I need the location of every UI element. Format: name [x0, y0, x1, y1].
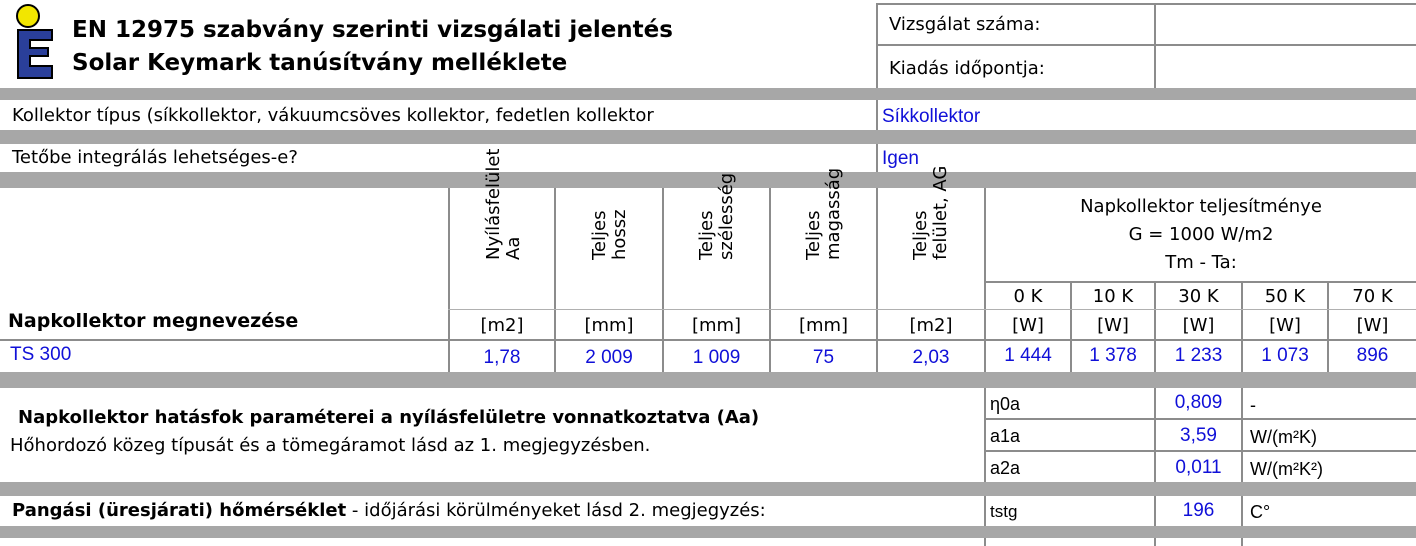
unit-aperture: [m2] — [480, 315, 524, 336]
power-header-line2: G = 1000 W/m2 — [1128, 224, 1274, 245]
a2-symbol: a2a — [990, 458, 1021, 478]
efficiency-title: Napkollektor hatásfok paraméterei a nyílásfelületre vonnatkoztatva (Aa) — [18, 407, 760, 428]
stagnation-row — [0, 496, 1416, 526]
stagnation-symbol: tstg — [990, 502, 1018, 521]
col-aperture-area-header — [449, 148, 559, 300]
unit-power-3: [W] — [1269, 315, 1301, 336]
total-height-value: 75 — [812, 347, 835, 368]
total-width-value: 1 009 — [692, 347, 741, 368]
collector-type-value: Síkkollektor — [882, 106, 981, 127]
collector-type-label: Kollektor típus (síkkollektor, vákuumcsöves kollektor, fedetlen kollektor — [12, 105, 654, 126]
report-title-line2: Solar Keymark tanúsítvány melléklete — [72, 50, 568, 76]
roof-integration-label: Tetőbe integrálás lehetséges-e? — [12, 147, 298, 168]
stagnation-unit: C° — [1250, 502, 1271, 522]
col-height-line1: Teljes — [803, 210, 824, 260]
a1-symbol: a1a — [990, 426, 1021, 446]
col-gross-line2: felület, AG — [930, 165, 951, 260]
power-value-1: 1 378 — [1089, 345, 1137, 366]
collector-name: TS 300 — [10, 344, 72, 365]
a2-value: 0,011 — [1175, 457, 1222, 478]
collector-type-row — [0, 100, 1416, 130]
unit-width: [mm] — [691, 315, 742, 336]
delta-t-3: 50 K — [1264, 286, 1306, 307]
col-gross-line1: Teljes — [910, 210, 931, 260]
efficiency-section — [0, 388, 1416, 482]
col-aperture-line2: Aa — [503, 236, 524, 260]
delta-t-1: 10 K — [1092, 286, 1134, 307]
col-height-header — [769, 167, 879, 300]
col-aperture-line1: Nyílásfelület — [483, 148, 504, 260]
roof-integration-value: Igen — [882, 148, 919, 169]
a1-value: 3,59 — [1180, 425, 1217, 446]
col-width-line1: Teljes — [696, 210, 717, 260]
roof-integration-row — [0, 144, 1416, 172]
unit-power-2: [W] — [1182, 315, 1215, 336]
aperture-area-value: 1,78 — [483, 347, 521, 368]
name-header: Napkollektor megnevezése — [8, 310, 299, 332]
col-gross-area-header — [876, 165, 986, 300]
a1-unit: W/(m²K) — [1250, 427, 1317, 447]
unit-power-0: [W] — [1012, 315, 1044, 336]
delta-t-4: 70 K — [1352, 286, 1393, 307]
unit-height: [mm] — [798, 315, 849, 336]
unit-gross: [m2] — [909, 315, 953, 336]
stagnation-label — [12, 500, 766, 522]
eta0-value: 0,809 — [1174, 392, 1223, 413]
report-title-line1: EN 12975 szabvány szerinti vizsgálati jelentés — [72, 17, 673, 43]
header-block — [0, 0, 1416, 90]
delta-t-0: 0 K — [1013, 286, 1043, 307]
col-width-header — [662, 172, 772, 300]
cut-off-row — [0, 538, 1416, 546]
efficiency-note: Hőhordozó közeg típusát és a tömegáramot lásd az 1. megjegyzésben. — [10, 435, 651, 456]
power-value-3: 1 073 — [1261, 345, 1309, 366]
col-length-line1: Teljes — [589, 210, 610, 260]
power-value-0: 1 444 — [1004, 345, 1052, 366]
stagnation-value: 196 — [1182, 500, 1215, 521]
gross-area-value: 2,03 — [912, 347, 950, 368]
test-number-label: Vizsgálat száma: — [889, 14, 1041, 35]
col-width-line2: szélesség — [716, 172, 737, 260]
power-value-2: 1 233 — [1174, 345, 1223, 366]
stagnation-label-rest: - időjárási körülményeket lásd 2. megjegyzés: — [346, 500, 766, 521]
table-row — [0, 341, 1416, 372]
eta0-unit: - — [1250, 395, 1256, 415]
a2-unit: W/(m²K²) — [1250, 459, 1323, 479]
power-header-line1: Napkollektor teljesítménye — [1080, 196, 1322, 217]
unit-power-1: [W] — [1097, 315, 1129, 336]
total-length-value: 2 009 — [585, 347, 633, 368]
delta-t-2: 30 K — [1178, 286, 1219, 307]
eta0-symbol: η0a — [990, 394, 1021, 414]
unit-length: [mm] — [584, 315, 634, 336]
col-height-line2: magasság — [823, 167, 844, 260]
col-length-header — [555, 192, 665, 300]
power-header-line3: Tm - Ta: — [1165, 252, 1237, 273]
stagnation-label-bold: Pangási (üresjárati) hőmérséklet — [12, 500, 347, 521]
unit-power-4: [W] — [1356, 315, 1389, 336]
keymark-logo-icon — [12, 4, 58, 84]
power-value-4: 896 — [1356, 345, 1389, 366]
issue-date-label: Kiadás időpontja: — [889, 58, 1045, 79]
col-length-line2: hossz — [609, 209, 630, 260]
